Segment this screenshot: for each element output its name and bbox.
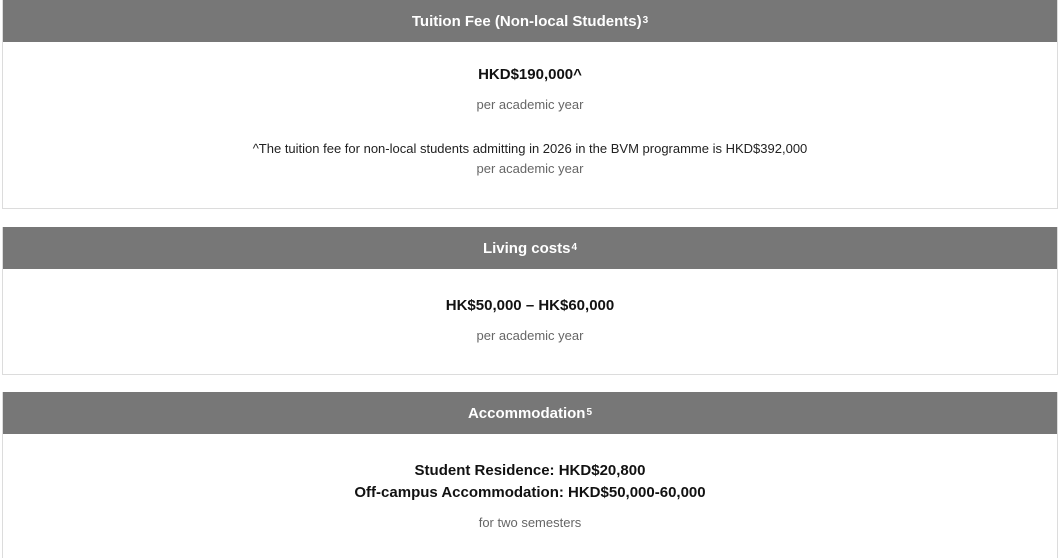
tuition-fee-body	[3, 42, 1057, 179]
tuition-fee-title: Tuition Fee (Non-local Students)	[411, 12, 642, 30]
living-costs-header: Living costs 4	[3, 227, 1057, 269]
tuition-fee-note-period: per academic year	[476, 161, 584, 176]
tuition-fee-note: ^The tuition fee for non-local students admitting in 2026 in the BVM programme is HKD$392,000	[252, 141, 808, 156]
tuition-fee-period: per academic year	[476, 97, 584, 112]
accommodation-body	[3, 434, 1057, 533]
living-costs-amount: HK$50,000 – HK$60,000	[445, 297, 615, 314]
accommodation-title: Accommodation	[467, 404, 586, 422]
student-residence-cost: Student Residence: HKD$20,800	[414, 462, 646, 479]
tuition-fee-card	[2, 0, 1058, 209]
living-costs-card	[2, 227, 1058, 375]
living-costs-title: Living costs	[482, 239, 571, 257]
living-costs-period: per academic year	[476, 328, 584, 343]
accommodation-header: Accommodation 5	[3, 392, 1057, 434]
off-campus-cost: Off-campus Accommodation: HKD$50,000-60,000	[354, 484, 706, 501]
accommodation-card	[2, 392, 1058, 558]
living-costs-body	[3, 269, 1057, 346]
accommodation-period: for two semesters	[478, 515, 582, 530]
tuition-fee-amount: HKD$190,000^	[478, 66, 582, 83]
tuition-fee-header: Tuition Fee (Non-local Students) 3	[3, 0, 1057, 42]
